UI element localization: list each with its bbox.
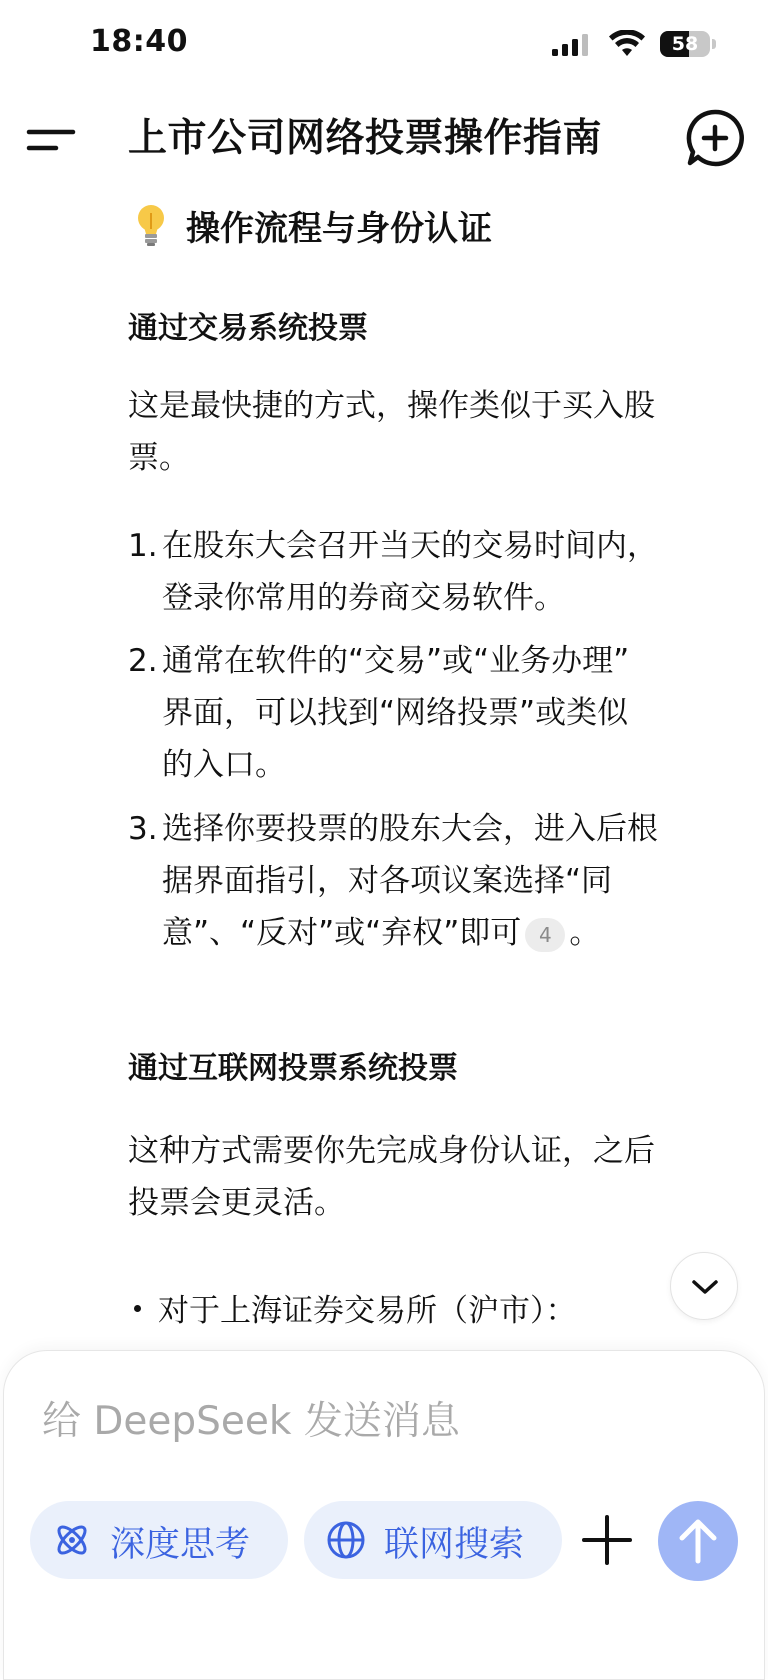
web-search-button[interactable] [304,1501,562,1579]
send-button[interactable] [658,1501,738,1581]
bullet-dot [134,1305,141,1312]
menu-icon [26,115,76,165]
composer [3,1350,765,1680]
atom-icon [52,1520,92,1560]
battery-icon [660,31,716,57]
deep-think-label: 深度思考 [110,1525,251,1565]
deep-think-button[interactable] [30,1501,288,1579]
new-chat-icon [684,107,746,169]
list-number: 1. [128,528,158,564]
header [0,95,768,185]
status-bar [0,0,768,90]
citation-badge[interactable]: 4 [525,918,565,952]
arrow-up-icon [676,1517,720,1565]
wifi-icon [608,30,646,58]
message-input[interactable] [40,1391,720,1451]
attach-button[interactable] [578,1511,636,1569]
new-chat-button[interactable] [684,107,746,169]
battery-level: 58 [671,33,699,55]
web-search-label: 联网搜索 [384,1525,525,1565]
signal-icon [552,34,592,56]
scroll-down-button[interactable] [670,1252,738,1320]
paragraph: 这种方式需要你先完成身份认证，之后 投票会更灵活。 [128,1133,655,1221]
page-title: 上市公司网络投票操作指南 [128,116,603,161]
subsection-heading: 通过互联网投票系统投票 [128,1051,458,1086]
list-number: 2. [128,643,158,679]
status-time: 18:40 [90,24,188,59]
section-heading: 操作流程与身份认证 [186,209,492,249]
lightbulb-icon [134,203,168,247]
globe-icon [326,1520,366,1560]
plus-icon [578,1511,636,1569]
paragraph: 这是最快捷的方式，操作类似于买入股 票。 [128,388,655,476]
list-number: 3. [128,811,158,847]
chevron-down-icon [691,1275,719,1299]
subsection-heading: 通过交易系统投票 [128,311,368,346]
menu-button[interactable] [26,115,76,165]
